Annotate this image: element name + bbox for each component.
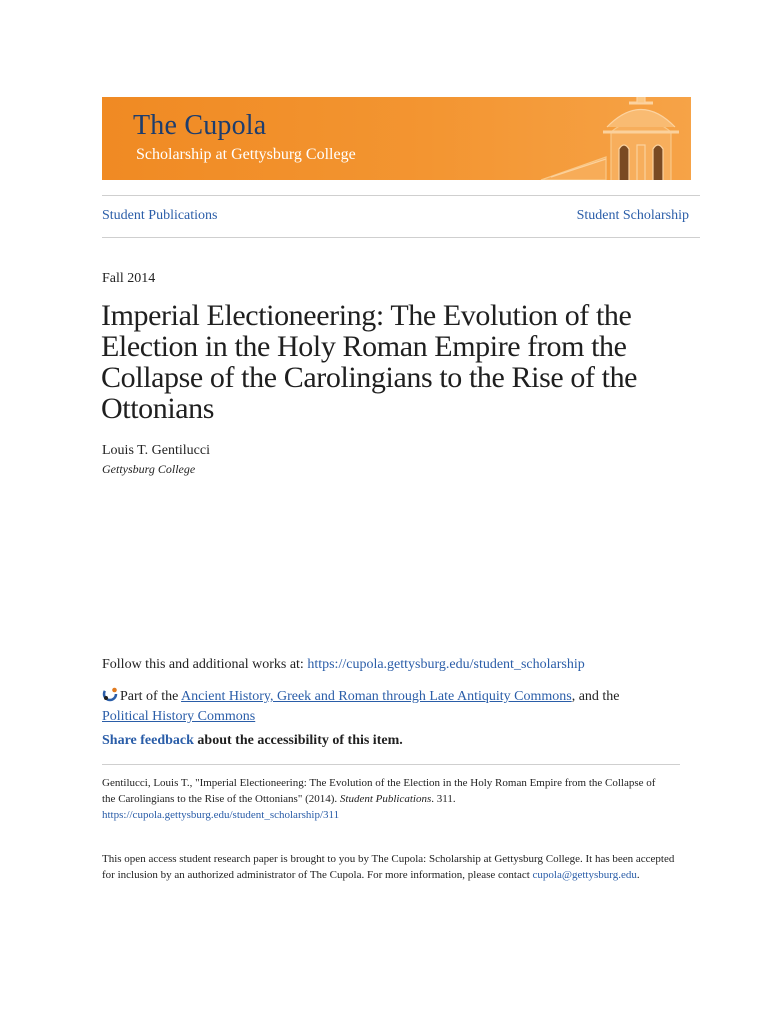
feedback-text: about the accessibility of this item.	[193, 733, 403, 748]
part-of-commons	[102, 686, 662, 727]
banner-title: The Cupola	[133, 110, 267, 141]
feedback-line	[102, 733, 403, 749]
open-access-notice	[102, 851, 677, 883]
ancient-history-commons-link[interactable]: Ancient History, Greek and Roman through Late Antiquity Commons	[181, 689, 572, 704]
banner-subtitle: Scholarship at Gettysburg College	[136, 146, 356, 163]
share-feedback-link[interactable]: Share feedback	[102, 733, 194, 748]
political-history-commons-link[interactable]: Political History Commons	[102, 709, 256, 724]
top-divider	[102, 195, 700, 196]
notice-text: This open access student research paper is brought to you by The Cupola: Scholarship at Gettysburg College. It has been accepted for inclusion by an authorized administrator of The Cupola. For more information, please contact	[102, 853, 675, 881]
follow-line	[102, 657, 585, 673]
header-banner[interactable]	[102, 97, 691, 180]
citation-divider	[102, 764, 680, 765]
citation-number: . 311.	[431, 793, 456, 805]
recommended-citation	[102, 775, 667, 823]
commons-network-icon	[102, 686, 118, 702]
nav-student-publications-link[interactable]: Student Publications	[102, 208, 218, 223]
follow-prefix: Follow this and additional works at:	[102, 657, 308, 672]
nav-divider	[102, 237, 700, 238]
citation-text: Gentilucci, Louis T., "Imperial Electioneering: The Evolution of the Election in the Holy Roman Empire from the Collapse of the Carolingians to the Rise of the Ottonians" (2014).	[102, 777, 656, 805]
part-of-middle: , and the	[571, 689, 620, 704]
collection-url-link[interactable]: https://cupola.gettysburg.edu/student_scholarship	[307, 657, 585, 672]
citation-url-link[interactable]: https://cupola.gettysburg.edu/student_scholarship/311	[102, 809, 340, 821]
notice-end: .	[636, 869, 640, 881]
author-affiliation: Gettysburg College	[102, 462, 196, 476]
contact-email-link[interactable]: cupola@gettysburg.edu	[532, 869, 637, 881]
publication-date: Fall 2014	[102, 271, 156, 286]
cupola-illustration	[511, 97, 691, 180]
nav-student-scholarship-link[interactable]: Student Scholarship	[576, 208, 689, 223]
part-of-prefix: Part of the	[120, 689, 182, 704]
citation-series: Student Publications	[339, 793, 432, 805]
document-title: Imperial Electioneering: The Evolution of the Election in the Holy Roman Empire from the Collapse of the Carolingians to the Rise of the Ottonians	[101, 299, 638, 425]
author-name: Louis T. Gentilucci	[102, 443, 210, 458]
